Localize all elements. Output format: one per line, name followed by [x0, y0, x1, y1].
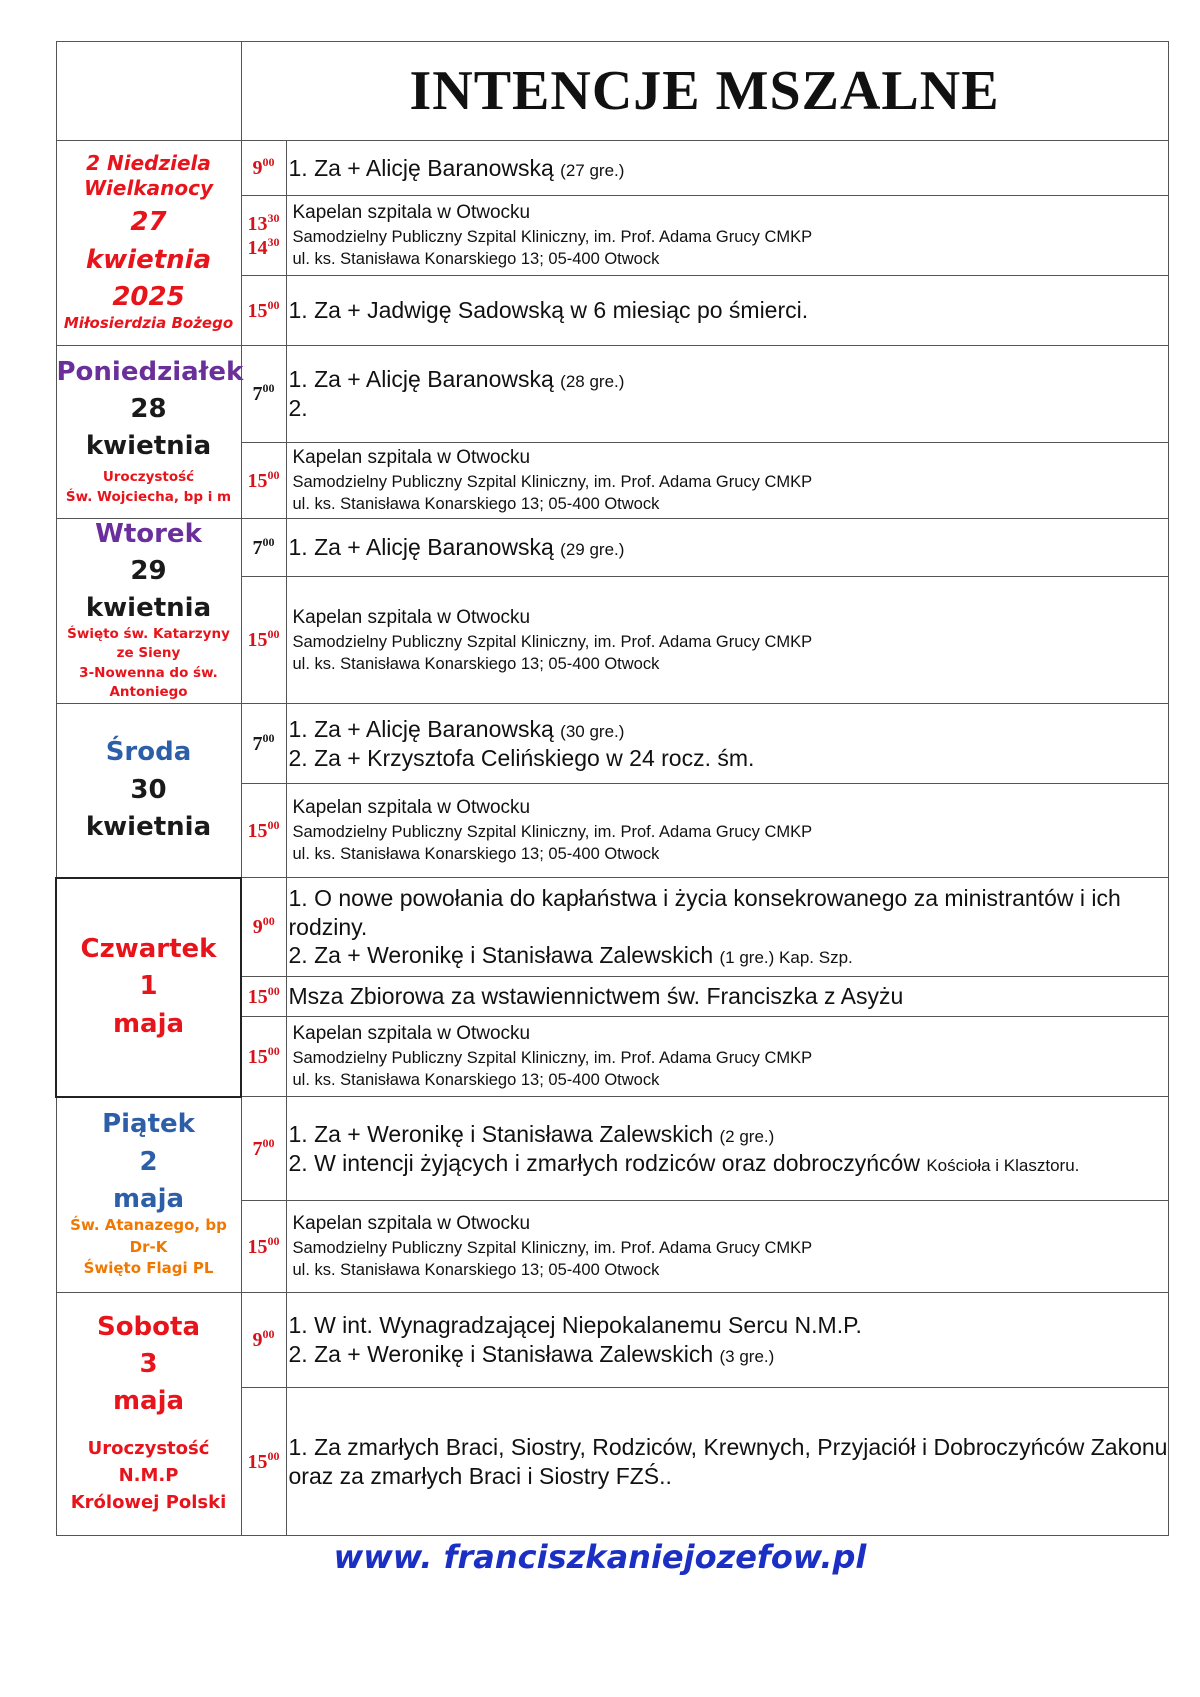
day-label — [57, 151, 241, 334]
hospital-address: ul. ks. Stanisława Konarskiego 13; 05-400 Otwock — [292, 845, 660, 864]
mass-time — [242, 469, 286, 493]
day-number: 1 — [139, 971, 158, 1002]
time-hour: 15 — [247, 1450, 268, 1473]
hospital-name: Samodzielny Publiczny Szpital Kliniczny, im. Prof. Adama Grucy CMKP — [292, 473, 813, 492]
day-number: 27 — [130, 207, 167, 238]
time-cell — [241, 577, 286, 704]
time-minute: 00 — [262, 381, 275, 395]
intention-text: 1. Za + Alicję Baranowską — [288, 534, 561, 561]
intention-text: 2. Za + Weronikę i Stanisława Zalewskich — [288, 942, 720, 969]
day-cell — [56, 1293, 241, 1536]
mass-time — [242, 1450, 286, 1474]
intention-list — [287, 365, 1168, 423]
feast-text: N.M.P — [118, 1465, 179, 1487]
intention-line — [289, 744, 1168, 773]
intention-line — [289, 1120, 1168, 1149]
intention-text: 2. — [288, 395, 308, 421]
time-hour: 15 — [247, 299, 268, 322]
intention-list — [287, 1433, 1168, 1491]
schedule-row — [56, 346, 1168, 443]
chaplain-heading: Kapelan szpitala w Otwocku — [292, 1023, 531, 1045]
intention-line — [289, 1311, 1168, 1340]
day-cell — [56, 1097, 241, 1293]
chaplain-info — [287, 795, 1168, 865]
intention-line — [289, 394, 1168, 423]
time-cell — [241, 141, 286, 196]
time-hour: 7 — [252, 1137, 263, 1160]
intention-text: 1. Za + Jadwigę Sadowską w 6 miesiąc po śmierci. — [288, 297, 809, 324]
title-row — [56, 42, 1168, 141]
intention-text: 2. Za + Weronikę i Stanisława Zalewskich — [288, 1341, 720, 1367]
intention-text: Msza Zbiorowa za wstawiennictwem św. Franciszka z Asyżu — [288, 983, 904, 1010]
time-minute: 00 — [267, 1448, 280, 1463]
intention-note: (1 gre.) Kap. Szp. — [719, 948, 853, 968]
time-hour: 7 — [252, 383, 263, 405]
intention-cell — [286, 1017, 1168, 1097]
intention-note: (3 gre.) — [719, 1347, 775, 1366]
time-cell — [241, 878, 286, 977]
page-title: INTENCJE MSZALNE — [409, 60, 1000, 122]
day-month: maja — [112, 1386, 185, 1417]
mass-time — [242, 212, 286, 236]
chaplain-info — [287, 605, 1168, 675]
intention-text: 1. O nowe powołania do kapłaństwa i życia konsekrowanego za ministrantów i ich rodziny. — [288, 884, 1121, 940]
chaplain-heading: Kapelan szpitala w Otwocku — [292, 797, 531, 819]
chaplain-info — [287, 1021, 1168, 1091]
time-cell — [241, 977, 286, 1017]
day-label — [57, 737, 241, 843]
schedule-row — [56, 1293, 1168, 1388]
intention-text: 1. Za + Alicję Baranowską — [288, 154, 561, 181]
intention-text: 2. Za + Krzysztofa Celińskiego w 24 rocz. śm. — [288, 744, 755, 771]
feast-text: Królowej Polski — [70, 1492, 227, 1514]
day-month: kwietnia — [85, 811, 212, 842]
corner-cell — [56, 42, 241, 141]
time-cell — [241, 784, 286, 878]
day-cell — [56, 878, 241, 1097]
intention-cell — [286, 346, 1168, 443]
hospital-name: Samodzielny Publiczny Szpital Kliniczny, im. Prof. Adama Grucy CMKP — [292, 1239, 813, 1258]
intention-cell — [286, 196, 1168, 276]
time-cell — [241, 1017, 286, 1097]
mass-time — [242, 819, 286, 843]
day-name: Piątek — [102, 1109, 195, 1140]
time-minute: 30 — [267, 234, 280, 249]
time-minute: 00 — [262, 1135, 275, 1150]
day-month: maja — [112, 1183, 185, 1214]
time-hour: 15 — [247, 1235, 268, 1258]
time-minute: 00 — [267, 983, 280, 998]
day-cell — [56, 141, 241, 346]
feast-text: Święto św. Katarzyny ze Sieny — [67, 625, 230, 662]
mass-time — [242, 1328, 286, 1352]
intention-text: 1. Za + Alicję Baranowską — [288, 366, 561, 393]
hospital-address: ul. ks. Stanisława Konarskiego 13; 05-400 Otwock — [292, 495, 660, 514]
intention-list — [287, 1120, 1168, 1178]
intention-list — [287, 884, 1168, 970]
mass-time — [242, 156, 286, 180]
time-cell — [241, 1097, 286, 1201]
chaplain-info — [287, 200, 1168, 270]
day-label — [56, 356, 244, 508]
feast-text: Uroczystość — [87, 1438, 210, 1460]
time-minute: 00 — [262, 730, 275, 745]
time-hour: 9 — [252, 157, 263, 179]
intention-text: 1. Za + Weronikę i Stanisława Zalewskich — [288, 1120, 720, 1147]
time-cell — [241, 1293, 286, 1388]
intention-cell — [286, 1097, 1168, 1201]
day-month: maja — [112, 1008, 185, 1039]
mass-time — [242, 236, 286, 260]
intention-cell — [286, 1293, 1168, 1388]
day-label — [57, 1312, 241, 1517]
time-hour: 15 — [247, 1045, 268, 1068]
title-cell — [241, 42, 1168, 141]
intention-line — [289, 1433, 1168, 1491]
day-cell — [56, 346, 244, 519]
intention-line — [289, 154, 1168, 183]
day-cell — [56, 519, 241, 704]
feast-text: 3-Nowenna do św. Antoniego — [79, 664, 218, 701]
intention-list — [287, 154, 1168, 183]
intention-cell — [286, 1388, 1168, 1536]
intention-line — [289, 533, 1168, 562]
time-cell — [241, 276, 286, 346]
time-cell — [241, 346, 286, 443]
intention-text: 2. W intencji żyjących i zmarłych rodziców oraz dobroczyńców — [288, 1149, 927, 1176]
mass-time — [242, 985, 286, 1009]
intention-line — [289, 1149, 1168, 1178]
mass-time — [242, 299, 286, 323]
mass-time — [242, 1137, 286, 1161]
intention-text: 1. W int. Wynagradzającej Niepokalanemu Sercu N.M.P. — [288, 1312, 862, 1339]
day-name: Wtorek — [95, 519, 202, 550]
time-minute: 00 — [267, 467, 280, 482]
schedule-row — [56, 141, 1168, 196]
intention-list — [287, 533, 1168, 562]
intention-cell — [286, 977, 1168, 1017]
day-month: kwietnia — [85, 244, 212, 275]
day-month: kwietnia — [85, 593, 212, 624]
time-hour: 7 — [252, 536, 263, 559]
day-name: Poniedziałek — [56, 356, 244, 387]
intention-note: (2 gre.) — [719, 1126, 775, 1146]
time-minute: 00 — [267, 297, 280, 312]
feast-text: Miłosierdzia Bożego — [63, 313, 234, 332]
intention-cell — [286, 141, 1168, 196]
day-year: 2025 — [112, 281, 185, 312]
mass-time — [242, 1045, 286, 1069]
time-hour: 14 — [247, 236, 268, 259]
intention-line — [289, 715, 1168, 744]
intention-note: (28 gre.) — [560, 372, 625, 392]
intention-text: 1. Za + Alicję Baranowską — [288, 715, 561, 742]
intention-line — [289, 982, 1168, 1011]
day-name: 2 Niedziela Wielkanocy — [83, 151, 213, 201]
intention-line — [289, 365, 1168, 394]
intention-note: (27 gre.) — [560, 160, 625, 180]
time-minute: 00 — [267, 1043, 280, 1058]
mass-time — [242, 536, 286, 560]
chaplain-heading: Kapelan szpitala w Otwocku — [292, 202, 531, 224]
intention-note: (30 gre.) — [560, 721, 625, 741]
day-month: kwietnia — [85, 431, 212, 462]
time-hour: 15 — [247, 469, 268, 492]
hospital-name: Samodzielny Publiczny Szpital Kliniczny, im. Prof. Adama Grucy CMKP — [292, 632, 813, 651]
mass-time — [242, 732, 286, 756]
intention-line — [289, 1340, 1168, 1369]
schedule-row — [56, 878, 1168, 977]
time-cell — [241, 704, 286, 784]
intention-line — [289, 941, 1168, 970]
mass-time — [242, 382, 286, 406]
day-number: 30 — [130, 774, 167, 805]
intention-note: Kościoła i Klasztoru. — [926, 1155, 1080, 1175]
time-minute: 00 — [267, 817, 280, 832]
hospital-address: ul. ks. Stanisława Konarskiego 13; 05-400 Otwock — [292, 250, 660, 269]
intention-cell — [286, 519, 1168, 577]
intention-note: (29 gre.) — [560, 540, 625, 560]
intention-cell — [286, 1201, 1168, 1293]
day-label — [57, 1109, 241, 1280]
hospital-name: Samodzielny Publiczny Szpital Kliniczny, im. Prof. Adama Grucy CMKP — [292, 228, 813, 247]
time-cell — [241, 1201, 286, 1293]
day-label — [57, 519, 241, 703]
hospital-name: Samodzielny Publiczny Szpital Kliniczny, im. Prof. Adama Grucy CMKP — [292, 1049, 813, 1068]
mass-time — [242, 1235, 286, 1259]
intention-text: 1. Za zmarłych Braci, Siostry, Rodziców, Krewnych, Przyjaciół i Dobroczyńców Zakonu oraz za zmarłych Braci i Siostry FZŚ.. — [288, 1433, 1168, 1489]
chaplain-info — [287, 1211, 1168, 1281]
intention-list — [287, 982, 1168, 1011]
time-cell — [241, 443, 286, 519]
time-cell — [241, 196, 286, 276]
schedule-row — [56, 1097, 1168, 1201]
time-hour: 7 — [252, 732, 263, 755]
intention-line — [289, 296, 1168, 325]
intention-cell — [286, 704, 1168, 784]
feast-text: Święto Flagi PL — [83, 1259, 214, 1278]
time-minute: 00 — [262, 1327, 275, 1341]
intention-list — [287, 296, 1168, 325]
schedule-row — [56, 704, 1168, 784]
intention-cell — [286, 878, 1168, 977]
time-minute: 00 — [262, 534, 275, 549]
hospital-name: Samodzielny Publiczny Szpital Kliniczny, im. Prof. Adama Grucy CMKP — [292, 823, 813, 842]
time-hour: 9 — [252, 916, 263, 938]
day-name: Czwartek — [80, 934, 217, 965]
intention-cell — [286, 784, 1168, 878]
feast-text: Uroczystość — [102, 469, 195, 486]
time-cell — [241, 1388, 286, 1536]
intention-list — [287, 715, 1168, 773]
chaplain-info — [287, 445, 1168, 515]
day-number: 28 — [130, 393, 167, 424]
time-minute: 00 — [267, 627, 280, 641]
website-link[interactable]: www. franciszkaniejozefow.pl — [333, 1538, 867, 1576]
hospital-address: ul. ks. Stanisława Konarskiego 13; 05-400 Otwock — [292, 1071, 660, 1090]
time-cell — [241, 519, 286, 577]
schedule-row — [56, 519, 1168, 577]
day-label — [57, 934, 240, 1040]
time-hour: 15 — [247, 629, 268, 651]
mass-time — [242, 915, 286, 939]
hospital-address: ul. ks. Stanisława Konarskiego 13; 05-400 Otwock — [292, 654, 660, 673]
intention-cell — [286, 276, 1168, 346]
time-hour: 13 — [247, 212, 268, 235]
chaplain-heading: Kapelan szpitala w Otwocku — [292, 606, 531, 628]
intention-cell — [286, 577, 1168, 704]
mass-intentions-table — [55, 41, 1169, 1536]
day-number: 2 — [139, 1146, 158, 1177]
day-cell — [56, 704, 241, 878]
day-number: 29 — [130, 556, 167, 587]
time-hour: 15 — [247, 985, 268, 1008]
time-minute: 30 — [267, 210, 280, 225]
time-minute: 00 — [267, 1233, 280, 1248]
chaplain-heading: Kapelan szpitala w Otwocku — [292, 447, 531, 469]
intention-line — [289, 884, 1168, 942]
mass-time — [242, 628, 286, 652]
hospital-address: ul. ks. Stanisława Konarskiego 13; 05-400 Otwock — [292, 1261, 660, 1280]
feast-text: Św. Wojciecha, bp i m — [65, 488, 232, 505]
time-hour: 15 — [247, 819, 268, 842]
feast-text: Św. Atanazego, bp Dr-K — [70, 1215, 227, 1256]
day-name: Środa — [105, 737, 192, 768]
intention-cell — [286, 443, 1168, 519]
intention-list — [287, 1311, 1168, 1369]
time-hour: 9 — [252, 1329, 263, 1351]
time-minute: 00 — [262, 155, 275, 169]
day-name: Sobota — [96, 1311, 201, 1342]
time-minute: 00 — [262, 914, 275, 928]
chaplain-heading: Kapelan szpitala w Otwocku — [292, 1213, 531, 1235]
day-number: 3 — [139, 1348, 158, 1379]
